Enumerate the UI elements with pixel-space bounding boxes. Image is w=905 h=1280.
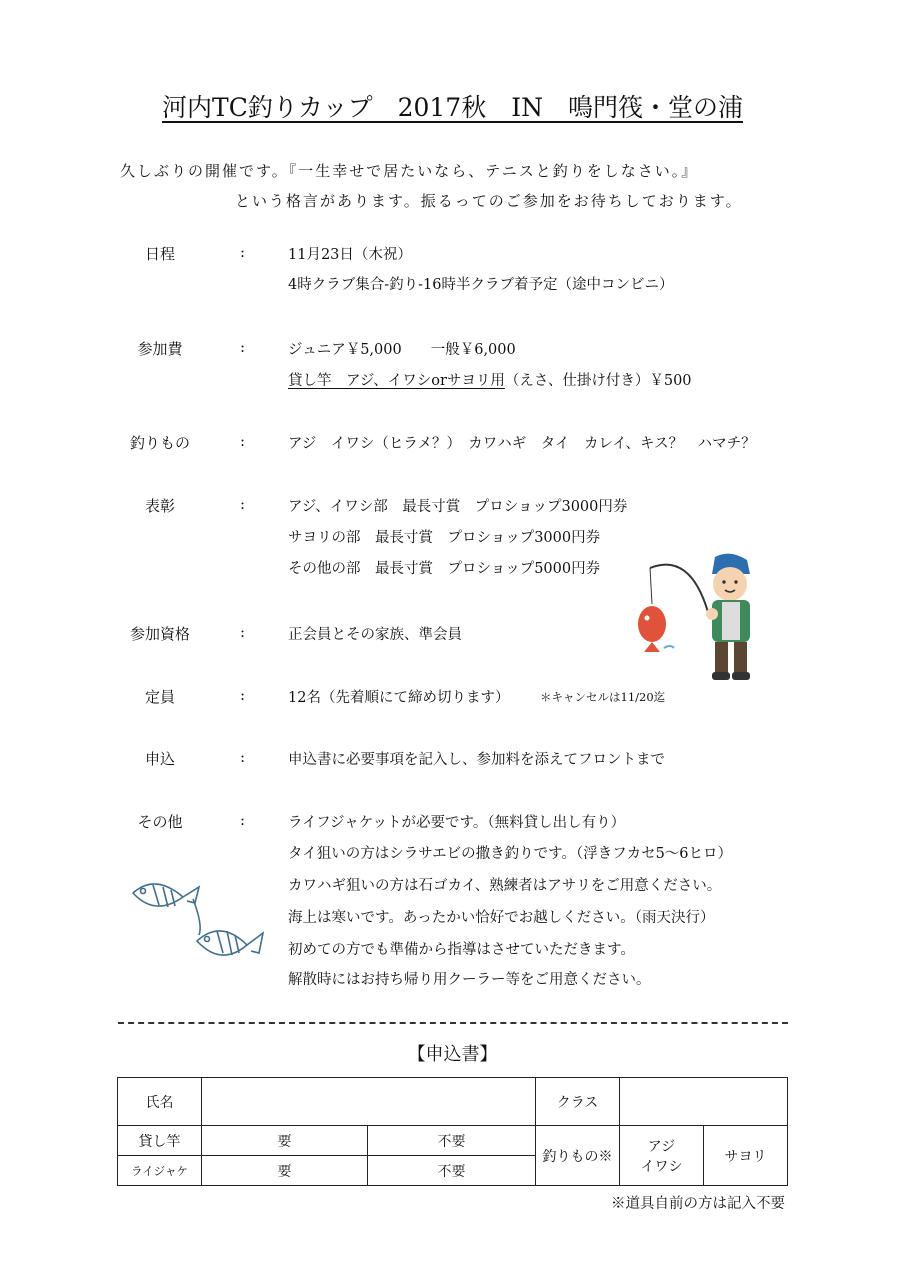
label-target: 釣りもの [129, 434, 190, 452]
schedule-date: 11月23日（木祝） [288, 247, 412, 263]
fisherman-illustration [630, 552, 770, 687]
other-line: 解散時にはお持ち帰り用クーラー等をご用意ください。 [288, 972, 651, 988]
jacket-label: ライジャケ [118, 1156, 202, 1186]
form-heading: 【申込書】 [407, 1044, 498, 1065]
jacket-need-option[interactable]: 要 [202, 1156, 368, 1186]
sayori-option[interactable]: サヨリ [704, 1126, 788, 1186]
fee-rental-rod: 貸し竿 アジ、イワシorサヨリ用 [288, 373, 505, 389]
colon: : [240, 811, 246, 829]
label-other: その他 [137, 813, 183, 831]
application-form [117, 1077, 788, 1186]
award-line: その他の部 最長寸賞 プロショップ5000円券 [288, 561, 601, 577]
rod-noneed-option[interactable]: 不要 [368, 1126, 536, 1156]
label-eligibility: 参加資格 [129, 625, 190, 643]
class-label: クラス [536, 1078, 620, 1126]
capacity-text: 12名（先着順にて締め切ります） [288, 690, 510, 706]
other-line: タイ狙いの方はシラサエビの撒き釣りです。（浮きフカセ5～6ヒロ） [288, 846, 733, 862]
fee-line-1: ジュニア￥5,000 一般￥6,000 [288, 342, 516, 358]
page-title: 河内TC釣りカップ 2017秋 IN 鳴門筏・堂の浦 [162, 93, 743, 122]
footnote: ※道具自前の方は記入不要 [611, 1196, 785, 1212]
colon: : [240, 432, 246, 450]
apply-text: 申込書に必要事項を記入し、参加料を添えてフロントまで [288, 752, 665, 768]
aji-iwashi-option[interactable] [620, 1126, 704, 1186]
eligibility-text: 正会員とその家族、準会員 [288, 627, 462, 643]
other-line: 海上は寒いです。あったかい恰好でお越しください。（雨天決行） [288, 910, 715, 926]
rod-label: 貸し竿 [118, 1126, 202, 1156]
label-awards: 表彰 [144, 497, 175, 515]
colon: : [240, 686, 246, 704]
colon: : [240, 338, 246, 356]
other-line: 初めての方でも準備から指導はさせていただきます。 [288, 942, 635, 958]
target-label: 釣りもの※ [536, 1126, 620, 1186]
rod-need-option[interactable]: 要 [202, 1126, 368, 1156]
fee-line-2 [288, 369, 692, 390]
label-capacity: 定員 [144, 688, 175, 706]
colon: : [240, 623, 246, 641]
class-field[interactable] [620, 1078, 788, 1126]
aji-text: アジ [647, 1138, 676, 1155]
cut-line [118, 1022, 788, 1024]
cancel-note: ＊キャンセルは11/20迄 [540, 690, 666, 704]
fish-sketch-illustration [125, 875, 275, 990]
jacket-noneed-option[interactable]: 不要 [368, 1156, 536, 1186]
colon: : [240, 748, 246, 766]
award-line: アジ、イワシ部 最長寸賞 プロショップ3000円券 [288, 499, 628, 515]
intro-line-1: 久しぶりの開催です。『一生幸せで居たいなら、テニスと釣りをしなさい。』 [120, 162, 699, 180]
colon: : [240, 495, 246, 513]
schedule-detail: 4時クラブ集合-釣り-16時半クラブ着予定（途中コンビニ） [288, 277, 674, 293]
other-line: カワハギ狙いの方は石ゴカイ、熟練者はアサリをご用意ください。 [288, 878, 722, 894]
name-label: 氏名 [118, 1078, 202, 1126]
fee-rental-rest: （えさ、仕掛け付き）￥500 [504, 373, 692, 389]
label-schedule: 日程 [144, 245, 175, 263]
other-line: ライフジャケットが必要です。（無料貸し出し有り） [288, 815, 626, 831]
colon: : [240, 243, 246, 261]
iwashi-text: イワシ [640, 1158, 683, 1175]
label-fee: 参加費 [137, 340, 183, 358]
target-fish: アジ イワシ（ヒラメ？） カワハギ タイ カレイ、キス？ ハマチ？ [288, 436, 756, 452]
award-line: サヨリの部 最長寸賞 プロショップ3000円券 [288, 530, 601, 546]
label-apply: 申込 [144, 750, 175, 768]
intro-line-2: という格言があります。振るってのご参加をお待ちしております。 [235, 192, 743, 210]
name-field[interactable] [202, 1078, 536, 1126]
